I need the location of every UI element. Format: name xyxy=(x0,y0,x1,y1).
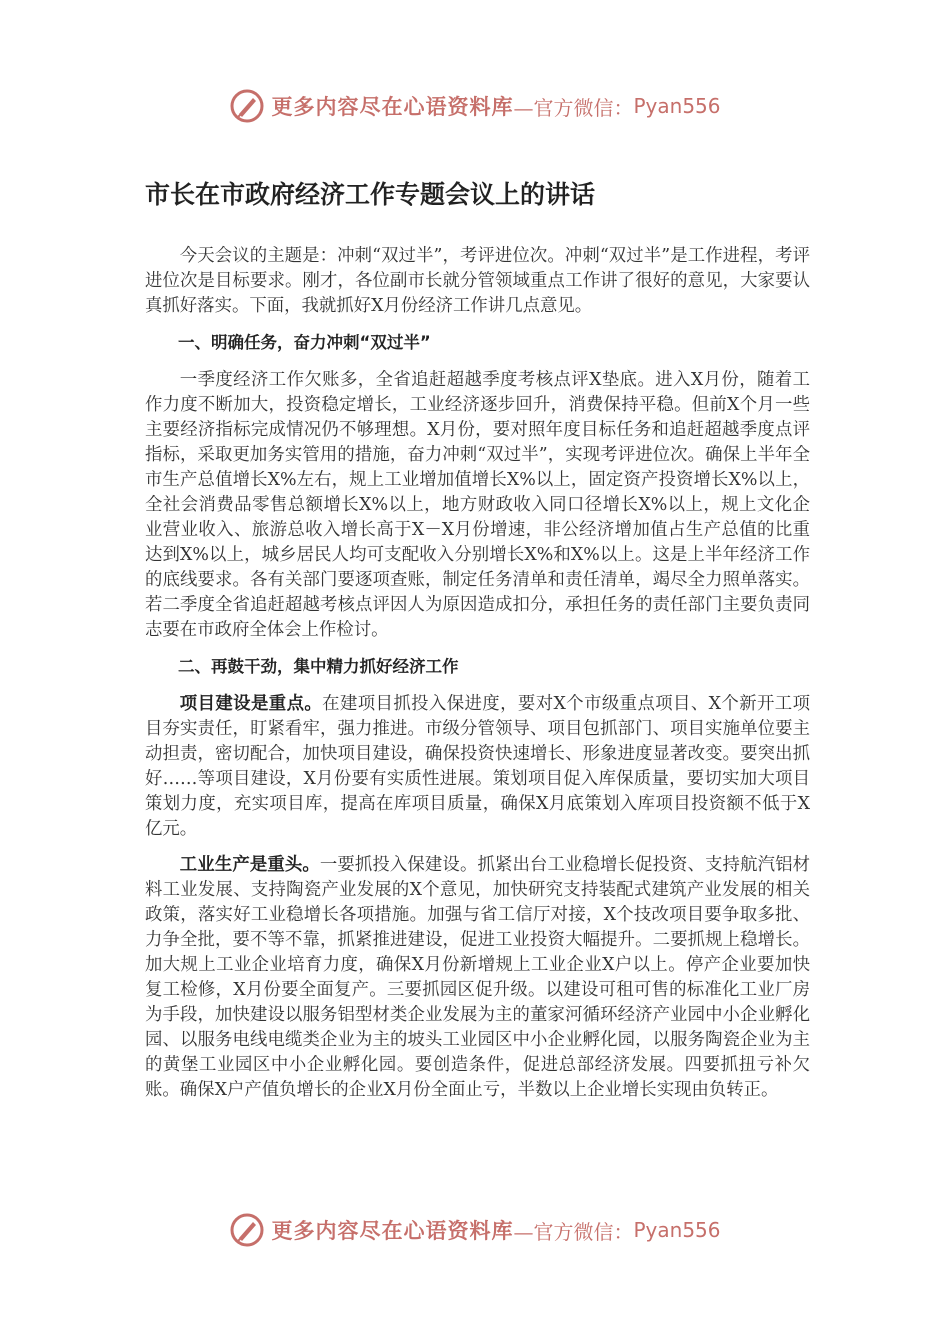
banner-wechat-id: Pyan556 xyxy=(633,1218,721,1242)
industrial-production-lead: 工业生产是重头。 xyxy=(179,855,320,875)
document-body xyxy=(145,172,810,1114)
project-construction-paragraph xyxy=(145,692,810,842)
banner-contact-text: —官方微信： xyxy=(513,1219,634,1244)
pen-logo-icon xyxy=(229,1212,265,1248)
banner-contact-text: —官方微信： xyxy=(513,95,634,120)
industrial-production-body: 一要抓投入保建设。抓紧出台工业稳增长促投资、支持航汽铝材料工业发展、支持陶瓷产业发展的X个意见，加快研究支持装配式建筑产业发展的相关政策，落实好工业稳增长各项措施。加强与省工信厅对接，X个技改项目要争取多批、力争全批，要不等不靠，抓紧推进建设，促进工业投资大幅提升。二要抓规上稳增长。加大规上工业企业培育力度，确保X月份新增规上工业企业X户以上。停产企业要加快复工检修，X月份要全面复产。三要抓园区促升级。以建设可租可售的标准化工业厂房为手段，加快建设以服务铝型材类企业发展为主的董家河循环经济产业园中小企业孵化园、以服务电线电缆类企业为主的坡头工业园区中小企业孵化园，以服务陶瓷企业为主的黄堡工业园区中小企业孵化园。要创造条件，促进总部经济发展。四要抓扭亏补欠账。确保X户产值负增长的企业X月份全面止亏，半数以上企业增长实现由负转正。 xyxy=(145,855,810,1100)
section-1-paragraph: 一季度经济工作欠账多，全省追赶超越季度考核点评X垫底。进入X月份，随着工作力度不断加大，投资稳定增长，工业经济逐步回升，消费保持平稳。但前X个月一些主要经济指标完成情况仍不够理想。X月份，要对照年度目标任务和追赶超越季度点评指标，采取更加务实管用的措施，奋力冲刺“双过半”，实现考评进位次。确保上半年全市生产总值增长X%左右，规上工业增加值增长X%以上，固定资产投资增长X%以上，全社会消费品零售总额增长X%以上，地方财政收入同口径增长X%以上，规上文化企业营业收入、旅游总收入增长高于X－X月份增速，非公经济增加值占生产总值的比重达到X%以上，城乡居民人均可支配收入分别增长X%和X%以上。这是上半年经济工作的底线要求。各有关部门要逐项查账，制定任务清单和责任清单，竭尽全力照单落实。若二季度全省追赶超越考核点评因人为原因造成扣分，承担任务的责任部门主要负责同志要在市政府全体会上作检讨。 xyxy=(145,370,810,640)
banner-brand-text: 更多内容尽在心语资料库 xyxy=(271,94,514,119)
header-watermark-banner xyxy=(0,84,950,128)
banner-brand-text: 更多内容尽在心语资料库 xyxy=(271,1218,514,1243)
section-1-heading: 一、明确任务，奋力冲刺“双过半” xyxy=(178,333,431,352)
banner-wechat-id: Pyan556 xyxy=(633,94,721,118)
industrial-production-paragraph xyxy=(145,853,810,1103)
intro-paragraph: 今天会议的主题是：冲刺“双过半”，考评进位次。冲刺“双过半”是工作进程，考评进位次是目标要求。刚才，各位副市长就分管领域重点工作讲了很好的意见，大家要认真抓好落实。下面，我就抓好X月份经济工作讲几点意见。 xyxy=(145,246,810,316)
project-construction-lead: 项目建设是重点。 xyxy=(179,694,323,714)
section-2-heading: 二、再鼓干劲，集中精力抓好经济工作 xyxy=(178,657,459,676)
pen-logo-icon xyxy=(229,88,265,124)
footer-watermark-banner xyxy=(0,1208,950,1252)
project-construction-body: 在建项目抓投入保进度，要对X个市级重点项目、X个新开工项目夯实责任，盯紧看牢，强力推进。市级分管领导、项目包抓部门、项目实施单位要主动担责，密切配合，加快项目建设，确保投资快速增长、形象进度显著改变。要突出抓好……等项目建设，X月份要有实质性进展。策划项目促入库保质量，要切实加大项目策划力度，充实项目库，提高在库项目质量，确保X月底策划入库项目投资额不低于X亿元。 xyxy=(145,694,810,839)
document-title: 市长在市政府经济工作专题会议上的讲话 xyxy=(145,180,596,209)
